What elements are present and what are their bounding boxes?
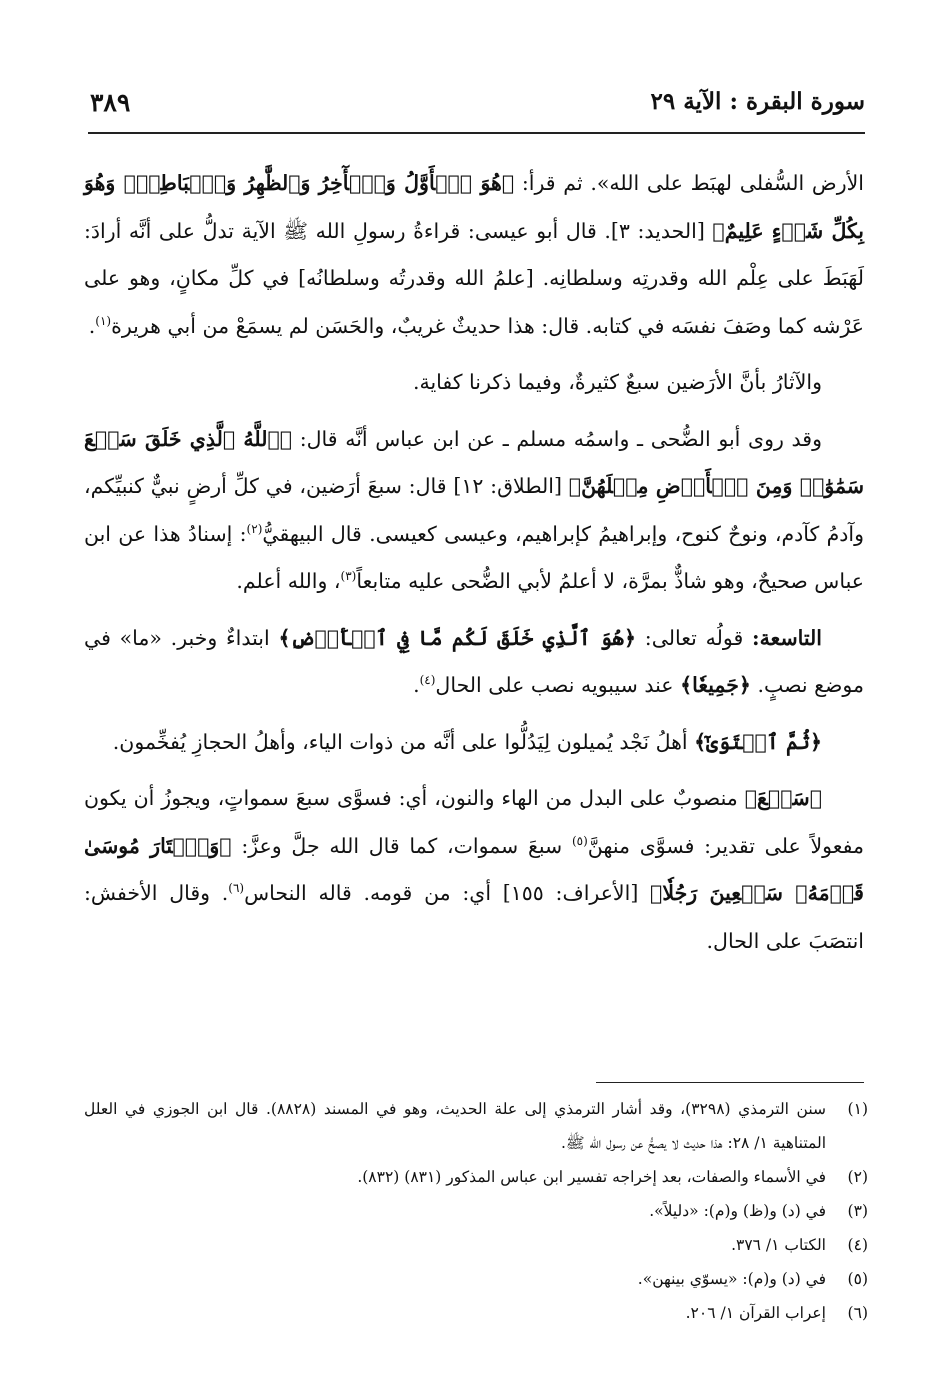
text-run: منصوبٌ على البدل من الهاء والنون، أي: فسوَّى سبعَ سمواتٍ، ويجوزُ أن يكون مفعولاً على تقدير: فسوَّى منهنَّ [84,786,864,858]
footnote-divider [596,1082,864,1083]
footnote-number: (١) [847,1100,868,1118]
text-run: ابتداءٌ وخبر. «ما» في موضع نصبٍ. [84,625,864,697]
paragraph-5 [84,719,864,767]
footnote-text: في (د) و(م): «يسوّي بينهن». [637,1270,826,1288]
footnote-ref[interactable]: (٣) [340,569,357,584]
text-run: سبعَ سموات، كما قال الله جلَّ وعزَّ: [231,833,572,858]
footnote-ref[interactable]: (٤) [419,673,436,688]
main-text [84,160,864,974]
text-run: وقد روى أبو الضُّحى ـ واسمُه مسلم ـ عن ابن عباس أنَّه قال: [292,426,822,451]
footnote-number: (٥) [847,1270,868,1288]
quran-verse: ﴿وَٱخۡتَارَ مُوسَىٰ قَوۡمَهُۥ سَبۡعِينَ رَجُلٗا﴾ [84,833,864,905]
footnote-ref[interactable]: (٦) [228,881,245,896]
footnote-number: (٤) [847,1236,868,1254]
quran-verse: ﴿ٱللَّهُ ٱلَّذِي خَلَقَ سَبۡعَ سَمَٰوَٰتٖ وَمِنَ ٱلۡأَرۡضِ مِثۡلَهُنَّ﴾ [84,426,864,498]
footnote-text: سنن الترمذي (٣٢٩٨)، وقد أشار الترمذي إلى علة الحديث، وهو في المسند (٨٨٢٨). قال ابن الجوزي في العلل المتناهية ١/ ٢٨: هذا حديث لا يصحُّ عن رسول الله ﷺ. [84,1100,826,1152]
paragraph-4 [84,615,864,710]
text-run: [الأعراف: ١٥٥] أي: من قومه. قاله النحاس [244,881,651,905]
header-divider [88,132,865,134]
text-run: [الطلاق: ١٢] قال: سبعَ أرَضين، في كلِّ أرضٍ نبيٌّ كنبيِّكم، وآدمُ كآدم، ونوحٌ كنوح، وإبراهيمُ كإبراهيم، وعيسى كعيسى. قال البيهقيُّ [84,474,864,546]
footnote-number: (٣) [847,1202,868,1220]
text-run: . وقال الأخفش: انتصَبَ على الحال. [84,881,864,953]
text-run: [الحديد: ٣]. قال أبو عيسى: قراءةُ رسولِ الله ﷺ الآية تدلُّ على أنَّه أرادَ: لَهَبَطَ على عِلْم الله وقدرتِه وسلطانِه. [علمُ الله وقدرتُه وسلطانُه] في كلِّ مكانٍ، وهو على عَرْشه كما وصَفَ نفسَه في كتابه. قال: هذا حديثٌ غريبٌ، والحَسَن لم يسمَعْ من أبي هريرة [84,218,864,338]
quran-verse: ﴿ثُمَّ ٱسۡتَوَىٰٓ﴾ [694,729,822,754]
text-run: قولُه تعالى: [636,625,752,650]
footnote-number: (٢) [847,1168,868,1186]
paragraph-1 [84,160,864,350]
text-run: : إسنادُ هذا عن ابن عباس صحيحٌ، وهو شاذٌّ بمرَّة، لا أعلمُ لأبي الضُّحى عليه متابعاً [84,521,864,593]
paragraph-3 [84,416,864,606]
text-run: . [88,313,96,338]
text-run: ، والله أعلم. [236,569,341,593]
footnote-ref[interactable]: (٢) [246,521,263,536]
quran-verse: ﴿سَبۡعَ﴾ [744,786,822,810]
quran-verse: ﴿جَمِيعٗا﴾ [680,673,751,697]
footnote-ref[interactable]: (٥) [571,833,588,848]
footnote-item [84,1228,868,1262]
footnote-item [84,1194,868,1228]
footnote-item [84,1262,868,1296]
footnotes [84,1092,868,1330]
footnote-text: في الأسماء والصفات، بعد إخراجه تفسير ابن عباس المذكور (٨٣١) (٨٣٢). [357,1168,826,1186]
paragraph-2 [84,359,864,407]
quran-verse: ﴿هُوَ ٱلۡأَوَّلُ وَٱلۡأٓخِرُ وَٱلظَّٰهِرُ وَٱلۡبَاطِنُۖ وَهُوَ بِكُلِّ شَيۡءٍ عَلِيمٌ﴾ [84,171,864,243]
footnote-item [84,1160,868,1194]
footnote-item [84,1092,868,1160]
text-run: أهلُ نَجْد يُميلون لِيَدُلُّوا على أنَّه من ذوات الياء، وأهلُ الحجازِ يُفخِّمون. [112,729,695,754]
text-run: . [413,673,420,697]
running-title: سورة البقرة : الآية ٢٩ [650,88,865,115]
quran-verse: ﴿هُوَ ٱلَّذِي خَلَقَ لَكُم مَّا فِي ٱلۡأَرۡضِ﴾ [278,625,637,650]
text-run: عند سيبويه نصب على الحال [435,673,681,697]
footnote-number: (٦) [847,1304,868,1322]
footnote-item [84,1296,868,1330]
page-header [90,88,865,128]
section-lead: التاسعة: [752,625,822,650]
text-run: والآثارُ بأنَّ الأرَضين سبعٌ كثيرةٌ، وفيما ذكرنا كفاية. [412,370,822,394]
paragraph-6 [84,775,864,965]
footnote-text: إعراب القرآن ١/ ٢٠٦. [685,1304,826,1322]
footnote-text: الكتاب ١/ ٣٧٦. [731,1236,826,1254]
text-run: الأرض السُّفلى لهبَط على الله». ثم قرأ: [514,171,864,195]
footnote-ref[interactable]: (١) [95,313,112,328]
page-number: ٣٨٩ [90,88,131,117]
footnote-text: في (د) و(ظ) و(م): «دليلاً». [649,1202,826,1220]
